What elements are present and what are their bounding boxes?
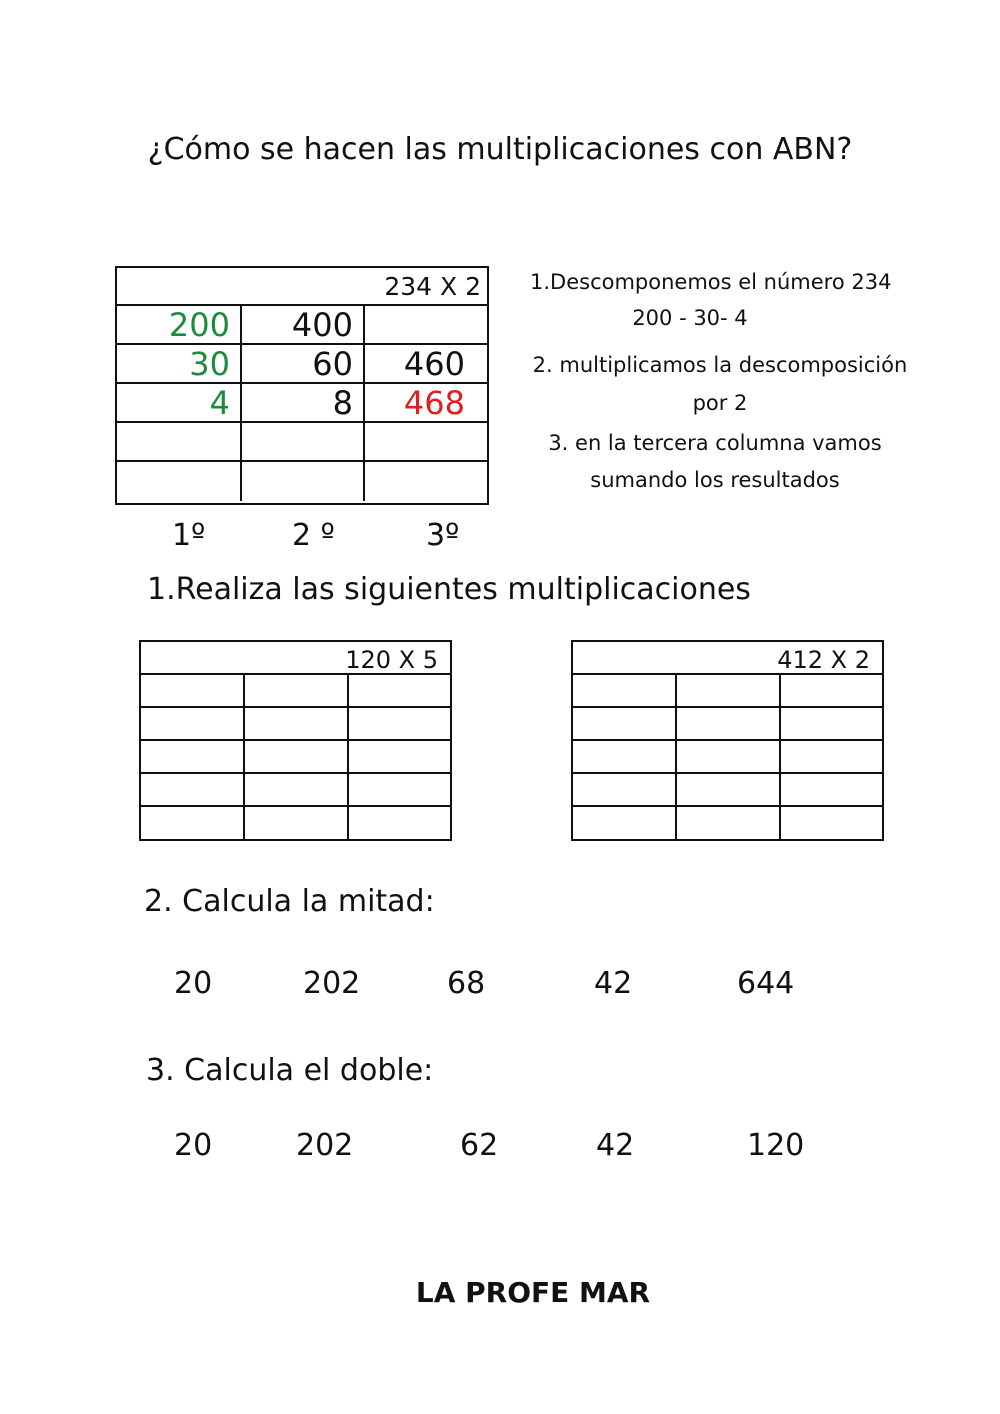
- step-1-decomposition: 200 - 30- 4: [632, 306, 748, 330]
- answer-cell[interactable]: [781, 675, 882, 706]
- double-number: 42: [596, 1128, 635, 1163]
- answer-cell[interactable]: [349, 708, 450, 739]
- practice-row: [141, 774, 450, 807]
- example-row: [117, 462, 487, 501]
- answer-cell[interactable]: [245, 741, 349, 772]
- practice-row: [141, 708, 450, 741]
- answer-cell[interactable]: [349, 741, 450, 772]
- author-footer: LA PROFE MAR: [415, 1276, 651, 1309]
- step-3-text-cont: sumando los resultados: [590, 468, 840, 492]
- practice-row: [573, 774, 882, 807]
- half-number: 68: [447, 966, 486, 1001]
- step-3-text: 3. en la tercera columna vamos: [548, 431, 882, 455]
- double-number: 62: [460, 1128, 499, 1163]
- example-row: [117, 423, 487, 462]
- practice-row: [573, 708, 882, 741]
- step-1-text: 1.Descomponemos el número 234: [530, 270, 892, 294]
- product-cell: 60: [242, 345, 365, 382]
- answer-cell[interactable]: [245, 675, 349, 706]
- practice-row: [141, 807, 450, 840]
- sum-cell: 460: [403, 345, 465, 383]
- answer-cell[interactable]: [245, 807, 349, 840]
- half-number: 42: [594, 966, 633, 1001]
- answer-cell[interactable]: [677, 675, 781, 706]
- answer-cell[interactable]: [141, 675, 245, 706]
- answer-cell[interactable]: [781, 708, 882, 739]
- final-result-cell: 468: [403, 384, 465, 422]
- sum-cell: [365, 423, 487, 460]
- answer-cell[interactable]: [677, 741, 781, 772]
- half-number: 644: [737, 966, 795, 1001]
- decomposition-cell: 4: [117, 384, 242, 421]
- answer-cell[interactable]: [677, 708, 781, 739]
- sum-cell: [365, 306, 487, 343]
- product-cell: 400: [242, 306, 365, 343]
- exercise-2-heading: 2. Calcula la mitad:: [144, 884, 435, 919]
- example-abn-table: [115, 266, 489, 505]
- sum-cell: [365, 462, 487, 501]
- answer-cell[interactable]: [245, 774, 349, 805]
- practice-row: [573, 675, 882, 708]
- example-row: [117, 345, 487, 384]
- answer-cell[interactable]: [349, 774, 450, 805]
- page-title: ¿Cómo se hacen las multiplicaciones con ABN?: [147, 132, 853, 167]
- exercise-1-heading: 1.Realiza las siguientes multiplicaciones: [147, 572, 751, 607]
- decomposition-cell: 200: [117, 306, 242, 343]
- practice-table-header: [141, 642, 450, 675]
- double-number: 20: [174, 1128, 213, 1163]
- step-2-text: 2. multiplicamos la descomposición: [532, 353, 908, 377]
- example-table-header: [117, 268, 487, 306]
- answer-cell[interactable]: [141, 741, 245, 772]
- product-cell: [242, 423, 365, 460]
- practice-row: [573, 807, 882, 840]
- answer-cell[interactable]: [677, 774, 781, 805]
- practice-table-120x5: [139, 640, 452, 841]
- practice-table-412x2: [571, 640, 884, 841]
- practice-operation: 412 X 2: [777, 646, 870, 674]
- answer-cell[interactable]: [573, 708, 677, 739]
- answer-cell[interactable]: [141, 708, 245, 739]
- double-number: 120: [747, 1128, 805, 1163]
- answer-cell[interactable]: [781, 741, 882, 772]
- practice-table-header: [573, 642, 882, 675]
- practice-operation: 120 X 5: [345, 646, 438, 674]
- answer-cell[interactable]: [349, 807, 450, 840]
- product-cell: [242, 462, 365, 501]
- column-number-1: 1º: [172, 518, 206, 553]
- answer-cell[interactable]: [781, 774, 882, 805]
- step-2-text-cont: por 2: [692, 391, 748, 415]
- product-cell: 8: [242, 384, 365, 421]
- decomposition-cell: [117, 462, 242, 501]
- answer-cell[interactable]: [245, 708, 349, 739]
- practice-row: [141, 675, 450, 708]
- answer-cell[interactable]: [573, 675, 677, 706]
- practice-row: [141, 741, 450, 774]
- double-number: 202: [296, 1128, 354, 1163]
- answer-cell[interactable]: [573, 741, 677, 772]
- column-number-2: 2 º: [292, 518, 335, 553]
- example-operation: 234 X 2: [384, 272, 481, 301]
- answer-cell[interactable]: [677, 807, 781, 840]
- answer-cell[interactable]: [573, 807, 677, 840]
- example-row: [117, 384, 487, 423]
- exercise-3-heading: 3. Calcula el doble:: [146, 1053, 434, 1088]
- answer-cell[interactable]: [573, 774, 677, 805]
- example-row: [117, 306, 487, 345]
- answer-cell[interactable]: [781, 807, 882, 840]
- half-number: 202: [303, 966, 361, 1001]
- answer-cell[interactable]: [349, 675, 450, 706]
- answer-cell[interactable]: [141, 807, 245, 840]
- practice-row: [573, 741, 882, 774]
- half-number: 20: [174, 966, 213, 1001]
- decomposition-cell: [117, 423, 242, 460]
- column-number-3: 3º: [426, 518, 460, 553]
- decomposition-cell: 30: [117, 345, 242, 382]
- answer-cell[interactable]: [141, 774, 245, 805]
